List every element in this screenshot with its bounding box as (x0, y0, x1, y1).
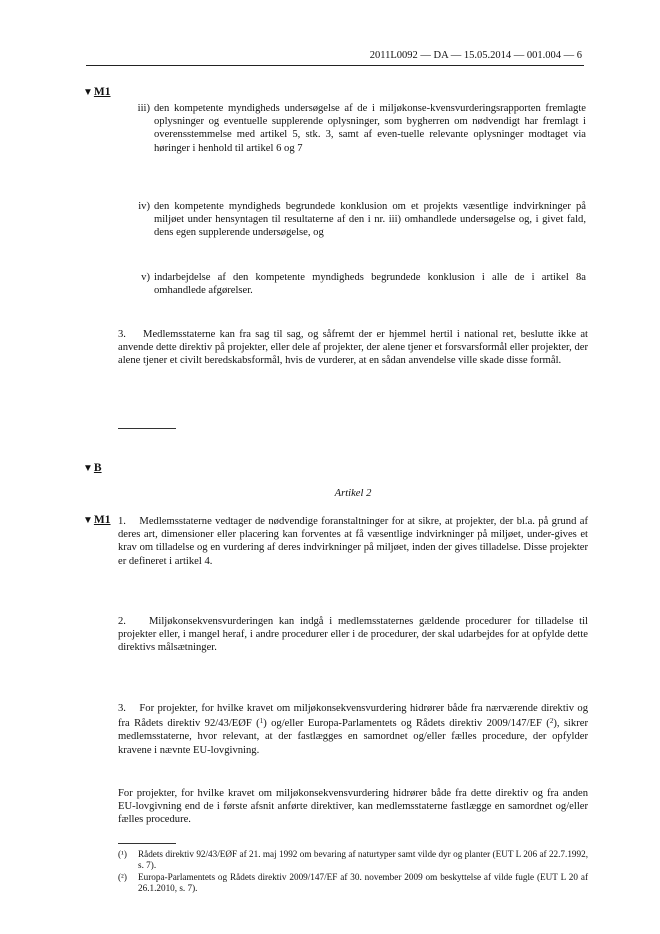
header-rule (86, 65, 584, 66)
footnote-text: Rådets direktiv 92/43/EØF af 21. maj 1992 om bevaring af naturtyper samt vilde dyr og planter (EUT L 206 af 22.7.1992, s. 7). (138, 849, 588, 870)
paragraph-article2-3 (118, 702, 591, 757)
paragraph-text: 3. For projekter, for hvilke kravet om miljøkonsekvensvurdering hidrører både fra nærværende direktiv og fra Rådets direktiv 92/43/EØF ( (118, 703, 591, 730)
triangle-down-icon: ▼ (83, 87, 93, 98)
section-separator (118, 428, 176, 429)
marker-label: M1 (93, 86, 111, 98)
footnote-text: Europa-Parlamentets og Rådets direktiv 2009/147/EF af 30. november 2009 om beskyttelse af vilde fugle (EUT L 20 af 26.1.2010, s. 7). (138, 872, 588, 893)
amendment-marker-m1 (83, 86, 111, 98)
document-identifier: 2011L0092 — DA — 15.05.2014 — 001.004 — 6 (369, 50, 582, 61)
marker-label: M1 (93, 514, 111, 526)
triangle-down-icon: ▼ (83, 463, 93, 474)
paragraph-article2-1: 1. Medlemsstaterne vedtager de nødvendige foranstaltninger for at sikre, at projekter, der bl.a. på grund af deres art, dimensioner eller placering kan forventes at få væsentlige indvirkninger på miljøet, under-gives et krav om tilladelse og en vurdering af deres indvirkninger på miljøet, inden der gives tilladelse. Disse projekter er defineret i artikel 4. (118, 516, 591, 567)
amendment-marker-m1-second (83, 514, 111, 526)
footnote-number: (²) (118, 872, 127, 882)
paragraph-article2-2: 2. Miljøkonsekvensvurderingen kan indgå i medlemsstaternes gældende procedurer for tilladelse til projekter eller, i mangel heraf, i andre procedurer eller i de procedurer, der skal udarbejdes for at opfylde dette direktivs målsætninger. (118, 616, 591, 654)
list-item-number: v) (141, 272, 150, 283)
amendment-marker-b (83, 462, 102, 474)
list-item-text: den kompetente myndigheds begrundede konklusion om et projekts væsentlige indvirkninger på miljøet under hensyntagen til resultaterne af den i nr. iii) omhandlede undersøgelse og, i givet fald, dens egen supplerende undersøgelse, og (154, 201, 586, 239)
list-item-text: den kompetente myndigheds undersøgelse af de i miljøkonse-kvensvurderingsrapporten fremlagte oplysninger og eventuelle supplerende oplysninger, som bygherren om nødvendigt har fremlagt i overensstemmelse med artikel 5, stk. 3, samt af even-tuelle relevante oplysninger modtaget via høringer i henhold til artikel 6 og 7 (154, 103, 586, 154)
list-item-number: iii) (137, 103, 150, 114)
article-heading: Artikel 2 (334, 488, 372, 499)
list-item-text: indarbejdelse af den kompetente myndigheds begrundede konklusion i alle de i artikel 8a omhandlede afgørelser. (154, 272, 586, 297)
paragraph-article2-3-second: For projekter, for hvilke kravet om miljøkonsekvensvurdering hidrører både fra dette direktiv og fra anden EU-lovgivning end de i første afsnit anførte direktiver, kan medlemsstaterne fastlægge en samordnet og/eller fælles procedure. (118, 788, 588, 826)
paragraph-text: ) og/eller Europa-Parlamentets og Rådets direktiv 2009/147/EF ( (263, 718, 550, 730)
paragraph-text: ), sikrer medlemsstaterne, hvor relevant, at der fastlægges en samordnet og/eller fælles procedure, der opfylder kravene i nævnte EU-lovgivning. (118, 718, 591, 756)
footnote-reference-2[interactable]: 2 (549, 717, 554, 726)
footnote-number: (¹) (118, 849, 127, 859)
list-item-number: iv) (138, 201, 150, 212)
footnote-reference-1[interactable]: 1 (259, 717, 264, 726)
footnote-separator (118, 843, 176, 844)
triangle-down-icon: ▼ (83, 515, 93, 526)
marker-label: B (93, 462, 102, 474)
paragraph-article1-3: 3. Medlemsstaterne kan fra sag til sag, og såfremt der er hjemmel hertil i national ret, beslutte ikke at anvende dette direktiv på projekter, eller dele af projekter, der alene tjener et forsvarsformål eller projekter, der alene tjener et civilt beredskabsformål, hvis de vurderer, at en sådan anvendelse ville skade disse formål. (118, 329, 591, 367)
